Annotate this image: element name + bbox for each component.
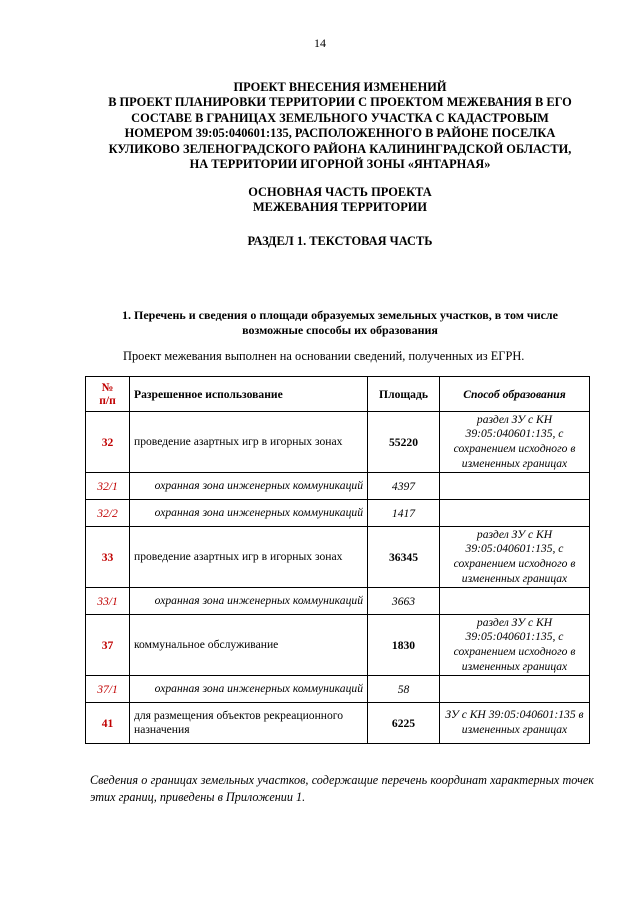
title-line: В ПРОЕКТ ПЛАНИРОВКИ ТЕРРИТОРИИ С ПРОЕКТОМ МЕЖЕВАНИЯ В ЕГО <box>108 95 572 110</box>
table-row <box>86 588 590 615</box>
plot-area: 3663 <box>368 588 440 615</box>
title-line: КУЛИКОВО ЗЕЛЕНОГРАДСКОГО РАЙОНА КАЛИНИНГРАДСКОЙ ОБЛАСТИ, <box>108 141 572 156</box>
title-line: НОМЕРОМ 39:05:040601:135, РАСПОЛОЖЕННОГО В РАЙОНЕ ПОСЕЛКА <box>124 126 556 141</box>
plot-number: 37/1 <box>86 676 130 703</box>
plot-method <box>440 473 590 500</box>
plot-area: 36345 <box>368 527 440 588</box>
plot-number: 33/1 <box>86 588 130 615</box>
table-row <box>86 473 590 500</box>
header-area: Площадь <box>368 377 440 412</box>
plot-area: 1830 <box>368 615 440 676</box>
part-heading-line: МЕЖЕВАНИЯ ТЕРРИТОРИИ <box>252 200 428 215</box>
subsection-heading: 1. Перечень и сведения о площади образуемых земельных участков, в том числе возможные способы их образования <box>122 308 558 337</box>
plot-method: раздел ЗУ с КН 39:05:040601:135, с сохранением исходного в измененных границах <box>440 615 590 676</box>
table-row <box>86 615 590 676</box>
plot-use: для размещения объектов рекреационного назначения <box>130 703 368 744</box>
plot-use: охранная зона инженерных коммуникаций <box>130 500 368 527</box>
plot-use: проведение азартных игр в игорных зонах <box>130 527 368 588</box>
footer-note: Сведения о границах земельных участков, содержащие перечень координат характерных точек этих границ, приведены в Приложении 1. <box>90 773 594 804</box>
title-line: НА ТЕРРИТОРИИ ИГОРНОЙ ЗОНЫ «ЯНТАРНАЯ» <box>189 157 491 172</box>
table-header-row <box>86 377 590 412</box>
document-title <box>80 80 600 172</box>
plot-method: раздел ЗУ с КН 39:05:040601:135, с сохранением исходного в измененных границах <box>440 412 590 473</box>
header-number <box>86 377 130 412</box>
plot-method <box>440 500 590 527</box>
plot-method: ЗУ с КН 39:05:040601:135 в измененных границах <box>440 703 590 744</box>
part-heading-line: ОСНОВНАЯ ЧАСТЬ ПРОЕКТА <box>248 185 432 199</box>
plot-number: 37 <box>86 615 130 676</box>
part-heading <box>80 185 600 216</box>
table-row <box>86 500 590 527</box>
land-plots-table <box>85 376 590 744</box>
header-method: Способ образования <box>440 377 590 412</box>
title-line: ПРОЕКТ ВНЕСЕНИЯ ИЗМЕНЕНИЙ <box>233 80 447 94</box>
plot-area: 55220 <box>368 412 440 473</box>
plot-use: охранная зона инженерных коммуникаций <box>130 588 368 615</box>
plot-number: 32/2 <box>86 500 130 527</box>
table-row <box>86 412 590 473</box>
section-heading-line: РАЗДЕЛ 1. ТЕКСТОВАЯ ЧАСТЬ <box>247 234 433 248</box>
plot-area: 1417 <box>368 500 440 527</box>
plot-method <box>440 588 590 615</box>
plot-use: охранная зона инженерных коммуникаций <box>130 676 368 703</box>
table-row <box>86 703 590 744</box>
title-line: СОСТАВЕ В ГРАНИЦАХ ЗЕМЕЛЬНОГО УЧАСТКА С КАДАСТРОВЫМ <box>131 110 549 125</box>
page-number: 14 <box>314 36 326 50</box>
plot-method <box>440 676 590 703</box>
plot-use: проведение азартных игр в игорных зонах <box>130 412 368 473</box>
header-number-line2: п/п <box>99 394 116 407</box>
plot-area: 4397 <box>368 473 440 500</box>
plot-number: 41 <box>86 703 130 744</box>
plot-area: 58 <box>368 676 440 703</box>
plot-number: 33 <box>86 527 130 588</box>
header-number-line1: № <box>101 381 114 394</box>
table-row <box>86 676 590 703</box>
section-heading <box>80 234 600 249</box>
plot-number: 32 <box>86 412 130 473</box>
plot-use: коммунальное обслуживание <box>130 615 368 676</box>
plot-method: раздел ЗУ с КН 39:05:040601:135, с сохранением исходного в измененных границах <box>440 527 590 588</box>
plot-use: охранная зона инженерных коммуникаций <box>130 473 368 500</box>
plot-area: 6225 <box>368 703 440 744</box>
plot-number: 32/1 <box>86 473 130 500</box>
table-row <box>86 527 590 588</box>
intro-paragraph: Проект межевания выполнен на основании сведений, полученных из ЕГРН. <box>123 349 525 363</box>
header-use: Разрешенное использование <box>130 377 368 412</box>
